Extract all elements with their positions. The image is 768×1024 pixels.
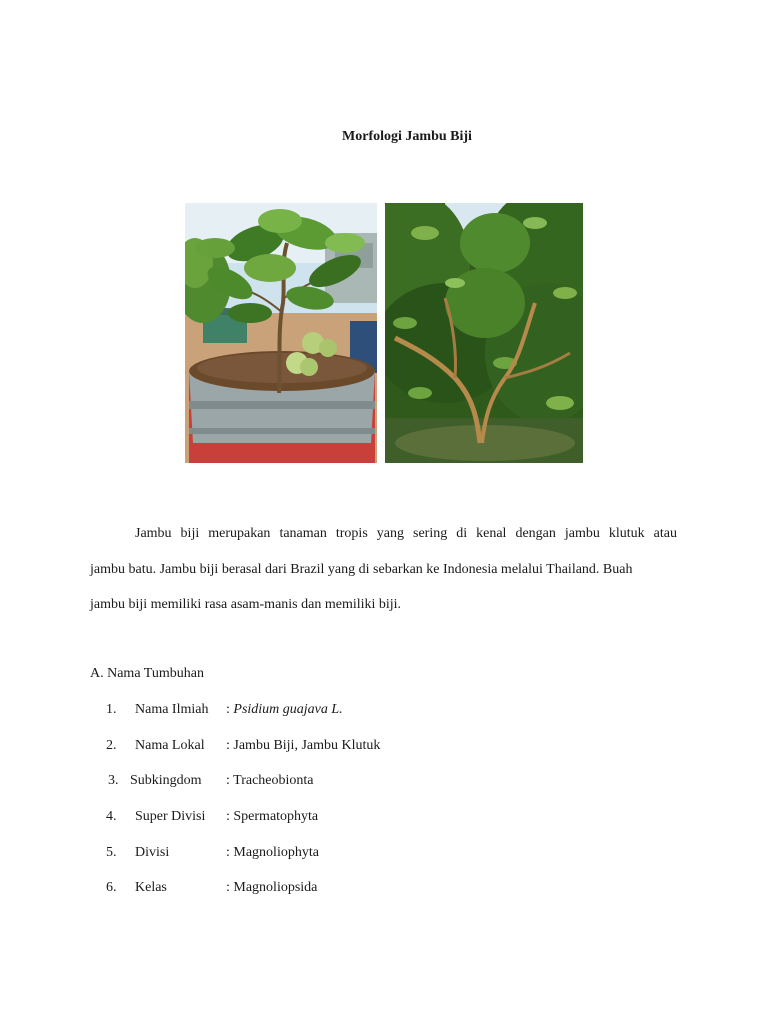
item-number: 5.	[106, 845, 117, 860]
separator: :	[226, 773, 230, 788]
item-key: Kelas	[135, 880, 167, 895]
list-item	[0, 738, 768, 758]
guava-tree-photo	[385, 203, 583, 463]
paragraph-line: Jambu biji merupakan tanaman tropis yang sering di kenal dengan jambu klutuk atau	[135, 526, 677, 541]
item-value	[226, 880, 317, 896]
separator: :	[226, 702, 230, 717]
item-number: 1.	[106, 702, 117, 717]
item-key: Subkingdom	[130, 773, 202, 788]
potted-guava-plant-photo	[185, 203, 377, 463]
item-value-text: Jambu Biji, Jambu Klutuk	[233, 738, 381, 753]
item-key: Divisi	[135, 845, 170, 860]
list-item	[0, 773, 768, 793]
item-value-text: Magnoliopsida	[233, 880, 318, 895]
item-value	[226, 809, 318, 825]
separator: :	[226, 809, 230, 824]
list-item	[0, 809, 768, 829]
item-number: 3.	[108, 773, 119, 788]
item-key: Super Divisi	[135, 809, 206, 824]
item-value	[226, 845, 319, 861]
item-value-text: Magnoliophyta	[233, 845, 319, 860]
item-value	[226, 773, 314, 789]
item-number: 6.	[106, 880, 117, 895]
item-value-text: Tracheobionta	[233, 773, 314, 788]
item-key: Nama Lokal	[135, 738, 205, 753]
item-value	[226, 738, 380, 754]
list-item	[0, 845, 768, 865]
item-value-text: Spermatophyta	[233, 809, 319, 824]
item-value	[226, 702, 343, 718]
section-heading: A. Nama Tumbuhan	[90, 666, 204, 681]
paragraph-line: jambu batu. Jambu biji berasal dari Brazil yang di sebarkan ke Indonesia melalui Thailand. Buah	[90, 561, 633, 577]
paragraph-line: jambu biji memiliki rasa asam-manis dan memiliki biji.	[90, 597, 402, 612]
scientific-name: Psidium guajava L.	[233, 702, 343, 717]
item-key: Nama Ilmiah	[135, 702, 209, 717]
list-item	[0, 880, 768, 900]
list-item	[0, 702, 768, 722]
separator: :	[226, 738, 230, 753]
separator: :	[226, 880, 230, 895]
item-number: 4.	[106, 809, 117, 824]
separator: :	[226, 845, 230, 860]
page-title: Morfologi Jambu Biji	[342, 129, 472, 144]
intro-paragraph	[90, 516, 677, 623]
item-number: 2.	[106, 738, 117, 753]
